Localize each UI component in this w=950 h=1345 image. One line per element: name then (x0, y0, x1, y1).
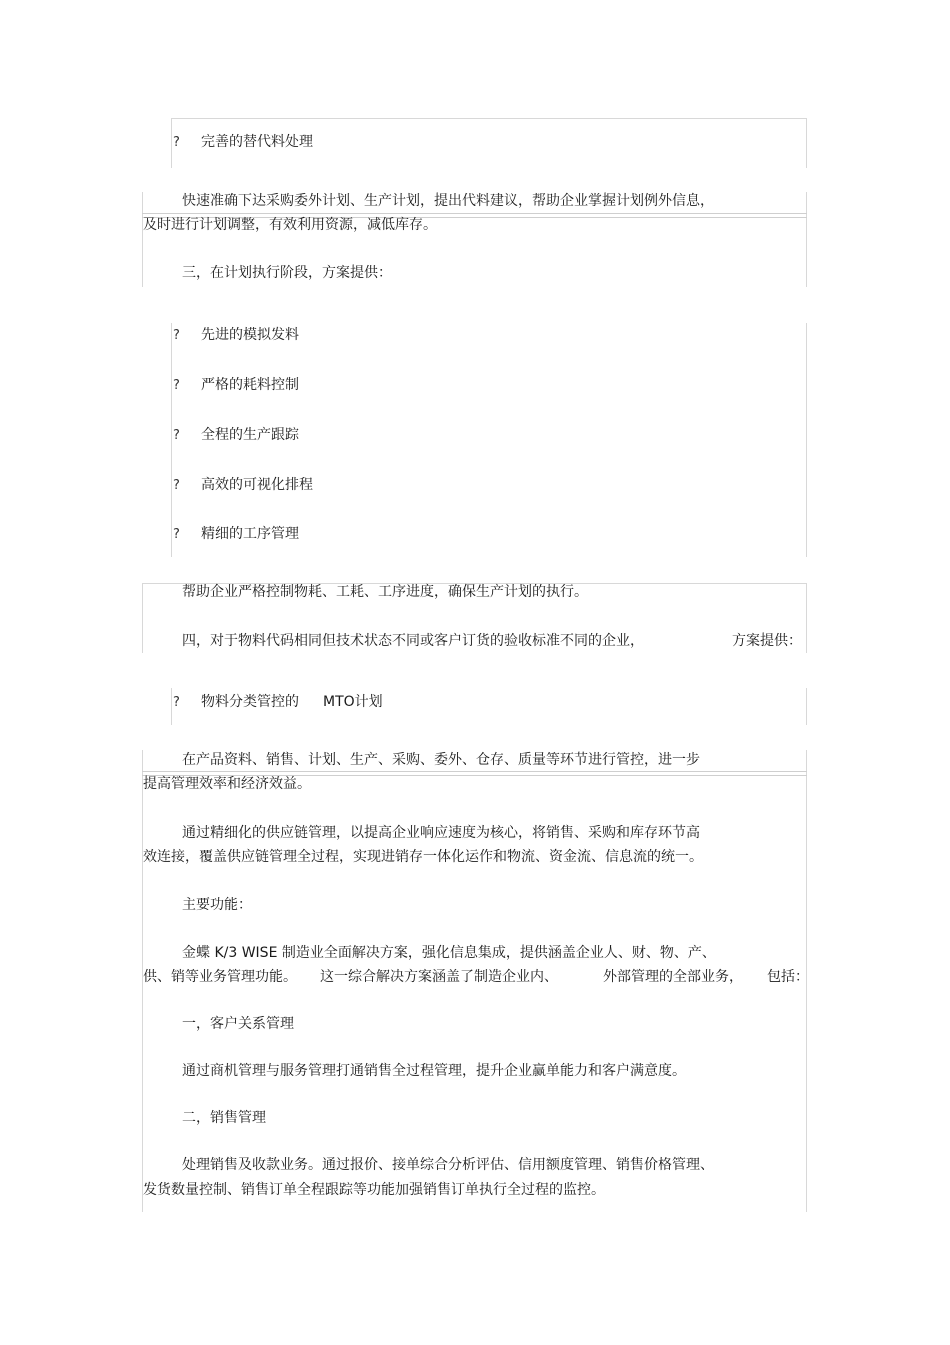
rule-right-4 (806, 583, 807, 653)
paragraph-crm: 通过商机管理与服务管理打通销售全过程管理，提升企业赢单能力和客户满意度。 (182, 1063, 686, 1079)
bullet-mto-part1: 物料分类管控的 (201, 694, 299, 710)
bullet-process-management: 精细的工序管理 (201, 526, 299, 542)
paragraph-k3-line2-a: 供、销等业务管理功能。 (143, 969, 297, 985)
rule-right-5 (806, 688, 807, 725)
rule-right-2 (806, 192, 807, 287)
bullet-simulated-issue: 先进的模拟发料 (201, 327, 299, 343)
bullet-mto-part2: MTO计划 (323, 694, 383, 710)
heading-sales-management: 二，销售管理 (182, 1110, 266, 1126)
bullet-marker: ? (173, 527, 180, 542)
bullet-substitute-material: 完善的替代料处理 (201, 134, 313, 150)
bullet-production-tracking: 全程的生产跟踪 (201, 427, 299, 443)
paragraph-k3-line1: 金蝶 K/3 WISE 制造业全面解决方案，强化信息集成，提供涵盖企业人、财、物、产、 (182, 945, 716, 961)
paragraph-k3-line2-b: 这一综合解决方案涵盖了制造企业内、 (320, 969, 558, 985)
bullet-marker: ? (173, 328, 180, 343)
rule-left-5 (171, 688, 172, 725)
heading-stage-three: 三，在计划执行阶段，方案提供： (182, 265, 392, 281)
bullet-marker: ? (173, 428, 180, 443)
paragraph-controls-line1: 在产品资料、销售、计划、生产、采购、委外、仓存、质量等环节进行管控，进一步 (182, 752, 700, 768)
paragraph-plan-line1: 快速准确下达采购委外计划、生产计划，提出代料建议，帮助企业掌握计划例外信息， (182, 193, 714, 209)
paragraph-k3-line2-c: 外部管理的全部业务， (603, 969, 743, 985)
paragraph-controls-line2: 提高管理效率和经济效益。 (143, 776, 311, 792)
heading-crm: 一，客户关系管理 (182, 1016, 294, 1032)
paragraph-supply-chain-line2: 效连接，覆盖供应链管理全过程，实现进销存一体化运作和物流、资金流、信息流的统一。 (143, 849, 703, 865)
rule-left-3 (171, 323, 172, 557)
paragraph-k3-line2-d: 包括： (767, 969, 809, 985)
bullet-marker: ? (173, 378, 180, 393)
rule-right-3 (806, 323, 807, 557)
bullet-marker: ? (173, 478, 180, 493)
bullet-visual-scheduling: 高效的可视化排程 (201, 477, 313, 493)
bullet-marker: ? (173, 135, 180, 150)
paragraph-sales-line1: 处理销售及收款业务。通过报价、接单综合分析评估、信用额度管理、销售价格管理、 (182, 1157, 714, 1173)
bullet-marker: ? (173, 695, 180, 710)
rule-left-2 (142, 192, 143, 287)
heading-main-functions: 主要功能： (182, 897, 252, 913)
rule-top (171, 118, 807, 119)
rule-right-1 (806, 118, 807, 168)
paragraph-supply-chain-line1: 通过精细化的供应链管理，以提高企业响应速度为核心，将销售、采购和库存环节高 (182, 825, 700, 841)
paragraph-sales-line2: 发货数量控制、销售订单全程跟踪等功能加强销售订单执行全过程的监控。 (143, 1182, 605, 1198)
paragraph-control-help: 帮助企业严格控制物耗、工耗、工序进度，确保生产计划的执行。 (182, 584, 588, 600)
paragraph-plan-line2: 及时进行计划调整，有效利用资源，减低库存。 (143, 217, 437, 233)
heading-stage-four-tail: 方案提供： (732, 633, 802, 649)
heading-stage-four: 四，对于物料代码相同但技术状态不同或客户订货的验收标准不同的企业， (182, 633, 644, 649)
rule-left-1 (171, 118, 172, 168)
rule-left-4 (142, 583, 143, 653)
bullet-consumption-control: 严格的耗料控制 (201, 377, 299, 393)
